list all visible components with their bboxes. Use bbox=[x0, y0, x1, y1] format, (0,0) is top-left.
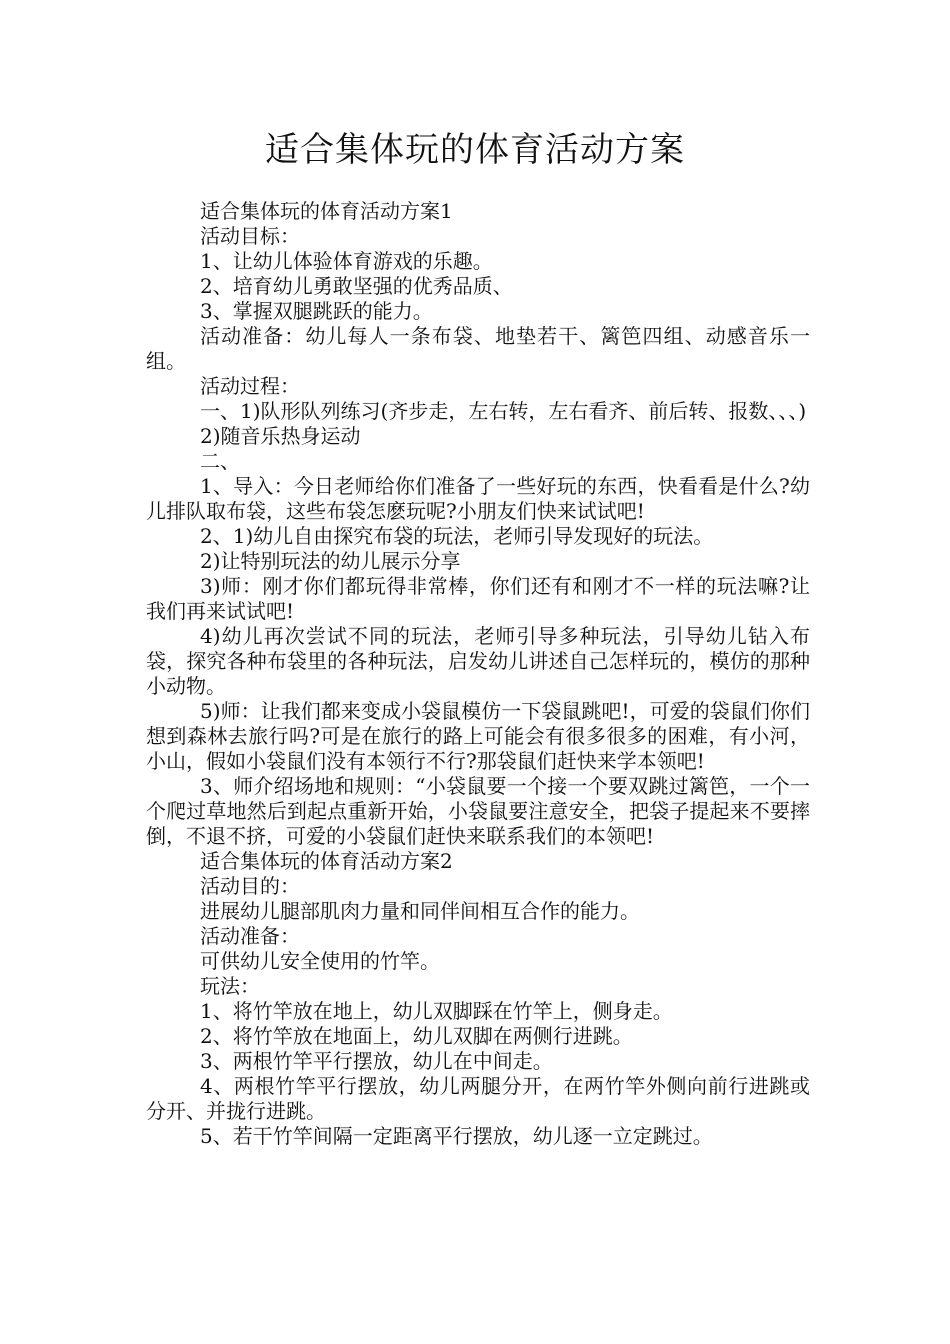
paragraph: 玩法： bbox=[200, 974, 260, 998]
paragraph: 适合集体玩的体育活动方案1 bbox=[200, 199, 453, 223]
paragraph: 5、若干竹竿间隔一定距离平行摆放，幼儿逐一立定跳过。 bbox=[200, 1124, 713, 1148]
paragraph: 3、师介绍场地和规则：“小袋鼠要一个接一个要双跳过篱笆，一个一个爬过草地然后到起点重新开始，小袋鼠要注意安全，把袋子提起来不要摔倒，不退不挤，可爱的小袋鼠们赶快来联系我们的本领吧! bbox=[146, 774, 810, 848]
document-title: 适合集体玩的体育活动方案 bbox=[265, 130, 685, 170]
paragraph: 一、1)队形队列练习(齐步走，左右转，左右看齐、前后转、报数、、、) bbox=[200, 399, 807, 423]
paragraph: 2、1)幼儿自由探究布袋的玩法，老师引导发现好的玩法。 bbox=[200, 524, 714, 548]
paragraph: 可供幼儿安全使用的竹竿。 bbox=[200, 949, 440, 973]
paragraph: 4)幼儿再次尝试不同的玩法，老师引导多种玩法，引导幼儿钻入布袋，探究各种布袋里的各种玩法，启发幼儿讲述自己怎样玩的，模仿的那种小动物。 bbox=[146, 624, 810, 698]
paragraph: 2)随音乐热身运动 bbox=[200, 424, 361, 448]
paragraph: 进展幼儿腿部肌肉力量和同伴间相互合作的能力。 bbox=[200, 899, 640, 923]
paragraph: 1、让幼儿体验体育游戏的乐趣。 bbox=[200, 249, 493, 273]
paragraph: 2、培育幼儿勇敢坚强的优秀品质、 bbox=[200, 274, 513, 298]
paragraph: 4、两根竹竿平行摆放，幼儿两腿分开，在两竹竿外侧向前行进跳或分开、并拢行进跳。 bbox=[146, 1074, 810, 1123]
paragraph: 3)师：刚才你们都玩得非常棒，你们还有和刚才不一样的玩法嘛?让我们再来试试吧! bbox=[146, 574, 810, 623]
paragraph: 3、两根竹竿平行摆放，幼儿在中间走。 bbox=[200, 1049, 553, 1073]
paragraph: 1、导入：今日老师给你们准备了一些好玩的东西，快看看是什么?幼儿排队取布袋，这些布袋怎麽玩呢?小朋友们快来试试吧! bbox=[146, 474, 810, 523]
paragraph: 5)师：让我们都来变成小袋鼠模仿一下袋鼠跳吧!，可爱的袋鼠们你们想到森林去旅行吗?可是在旅行的路上可能会有很多很多的困难，有小河，小山，假如小袋鼠们没有本领行不行?那袋鼠们赶快来学本领吧! bbox=[146, 699, 810, 773]
paragraph: 适合集体玩的体育活动方案2 bbox=[200, 849, 453, 873]
paragraph: 二、 bbox=[200, 449, 240, 473]
paragraph: 活动准备： bbox=[200, 924, 300, 948]
paragraph: 活动目标： bbox=[200, 224, 300, 248]
paragraph: 2、将竹竿放在地面上，幼儿双脚在两侧行进跳。 bbox=[200, 1024, 633, 1048]
paragraph: 3、掌握双腿跳跃的能力。 bbox=[200, 299, 433, 323]
document-body bbox=[146, 199, 810, 1149]
paragraph: 2)让特别玩法的幼儿展示分享 bbox=[200, 549, 461, 573]
paragraph: 活动准备：幼儿每人一条布袋、地垫若干、篱笆四组、动感音乐一组。 bbox=[146, 324, 810, 373]
paragraph: 活动目的： bbox=[200, 874, 300, 898]
paragraph: 活动过程： bbox=[200, 374, 300, 398]
paragraph: 1、将竹竿放在地上，幼儿双脚踩在竹竿上，侧身走。 bbox=[200, 999, 673, 1023]
